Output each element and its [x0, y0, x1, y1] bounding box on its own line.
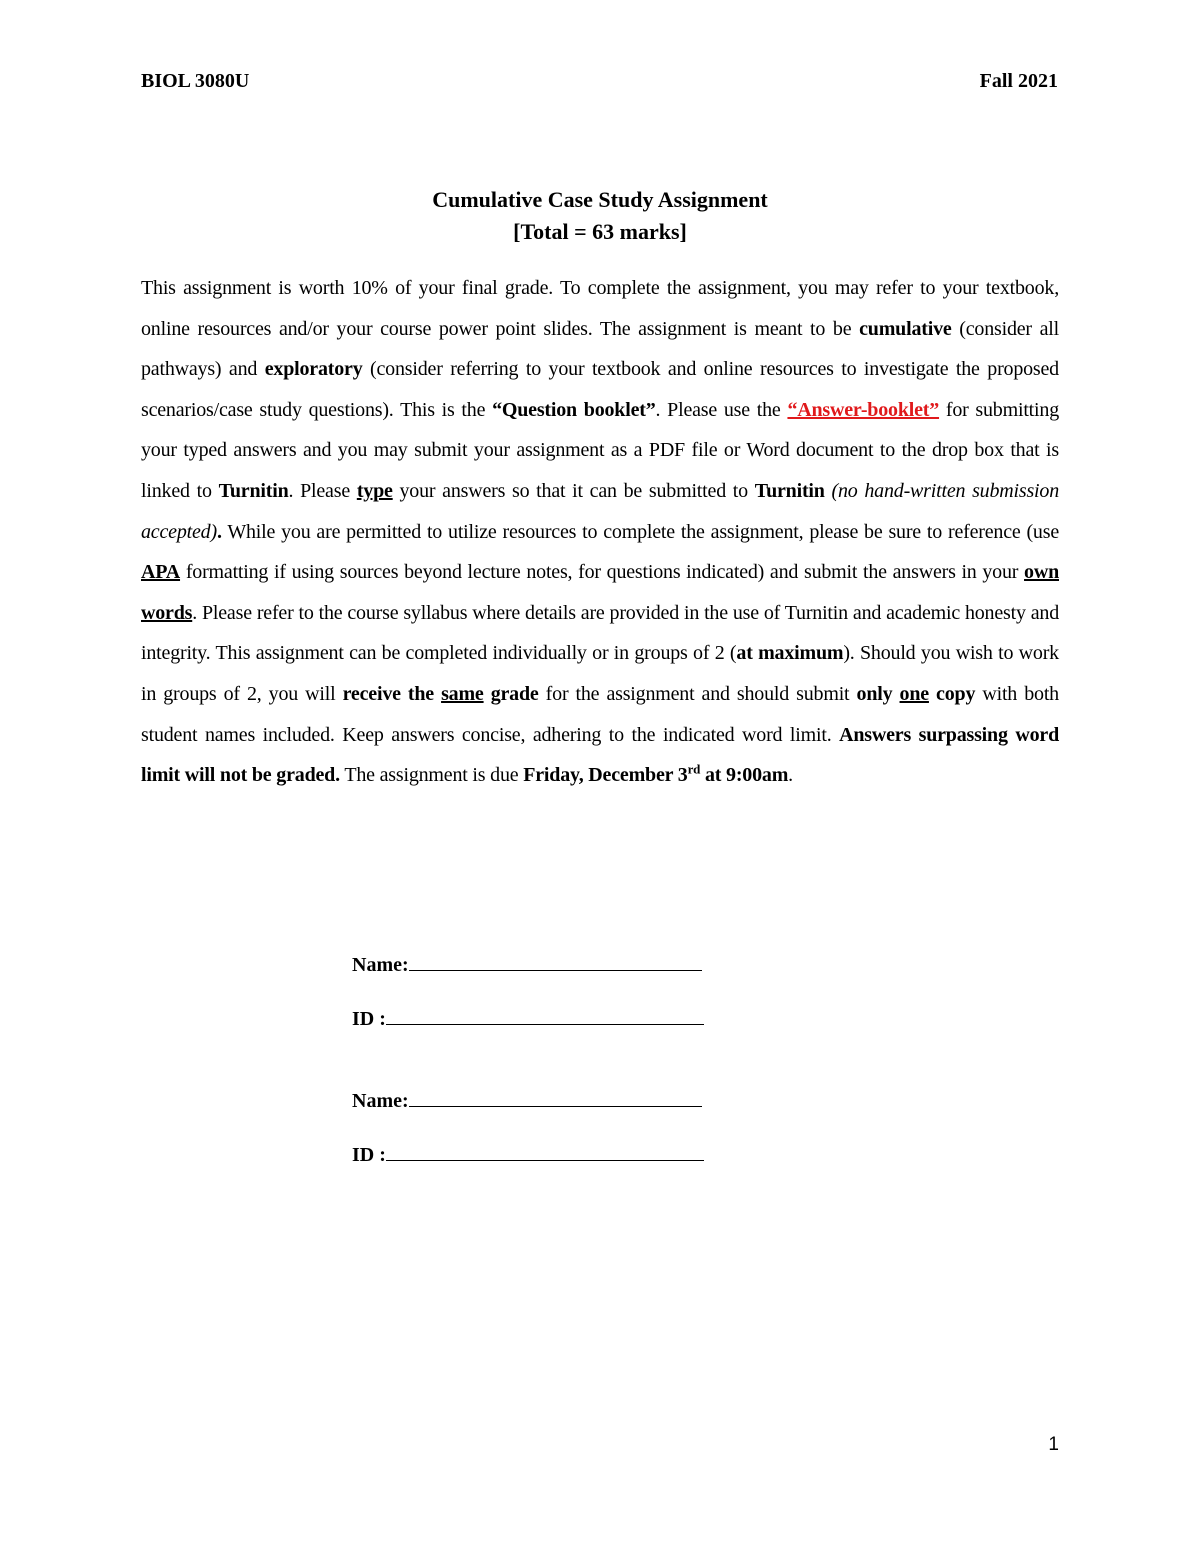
assignment-title: Cumulative Case Study Assignment	[432, 187, 768, 212]
text-span: . Please use the	[655, 398, 788, 421]
id-blank-line[interactable]	[386, 1006, 704, 1025]
course-code: BIOL 3080U	[141, 70, 250, 92]
text-span: The assignment is due	[339, 764, 524, 787]
emphasis-one: one	[899, 682, 929, 705]
due-date-day: Friday, December 3	[523, 764, 688, 787]
emphasis-turnitin: Turnitin	[218, 479, 289, 502]
answer-booklet-link[interactable]: “Answer-booklet”	[787, 398, 940, 421]
due-date-suffix: rd	[687, 761, 701, 777]
page-number: 1	[1048, 1434, 1059, 1455]
id-field-2[interactable]	[352, 1142, 704, 1167]
id-label: ID :	[352, 1008, 386, 1030]
emphasis-own-words: own words	[141, 561, 1059, 624]
due-date-time: at 9:00am	[700, 764, 789, 787]
name-label: Name:	[352, 1090, 409, 1112]
emphasis-turnitin: Turnitin	[754, 479, 825, 502]
text-span: . Please refer to the course syllabus where details are provided in the use of Turnitin and academic honesty and integrity. This assignment can be completed individually or in groups of 2 (	[141, 601, 1059, 665]
text-span: your answers so that it can be submitted to	[392, 479, 755, 502]
emphasis-same: same	[441, 682, 484, 705]
text-span: .	[216, 520, 222, 543]
term: Fall 2021	[979, 70, 1058, 92]
text-span: for submitting your typed answers and you may submit your assignment as a PDF file or Word document to the drop box that is linked to	[141, 398, 1059, 502]
text-span: . Please	[288, 479, 357, 502]
id-field-1[interactable]	[352, 1006, 704, 1031]
text-span: for the assignment and should submit	[538, 682, 857, 705]
total-marks: [Total = 63 marks]	[513, 219, 687, 244]
emphasis-type: type	[356, 479, 393, 502]
emphasis-copy: copy	[928, 682, 976, 705]
title-block	[0, 184, 1200, 248]
text-span: While you are permitted to utilize resources to complete the assignment, please be sure to reference (use	[221, 520, 1059, 543]
text-span: This assignment is worth 10% of your final grade. To complete the assignment, you may refer to your textbook, online resources and/or your course power point slides. The assignment is meant to be	[141, 277, 1059, 340]
text-span: formatting if using sources beyond lecture notes, for questions indicated) and submit the answers in your	[180, 561, 1025, 584]
text-span: with both student names included. Keep answers concise, adhering to the indicated word limit.	[141, 682, 1059, 746]
instructions-paragraph	[141, 268, 1059, 796]
name-blank-line[interactable]	[409, 1088, 702, 1107]
name-label: Name:	[352, 954, 409, 976]
emphasis-word-limit: Answers surpassing word limit will not be graded.	[141, 723, 1059, 787]
emphasis-grade: grade	[483, 682, 539, 705]
name-field-2[interactable]	[352, 1088, 702, 1113]
emphasis-no-hand-written: (no hand-written submission accepted)	[141, 479, 1060, 543]
text-span: (consider referring to your textbook and online resources to investigate the proposed scenarios/case study questions). This is the	[141, 358, 1059, 421]
name-blank-line[interactable]	[409, 952, 702, 971]
text-span: (consider all pathways) and	[141, 317, 1060, 381]
id-blank-line[interactable]	[386, 1142, 704, 1161]
emphasis-only: only	[856, 682, 893, 705]
emphasis-receive-the: receive the	[342, 682, 442, 705]
text-span: ). Should you wish to work in groups of 2, you will	[141, 642, 1059, 705]
name-field-1[interactable]	[352, 952, 702, 977]
emphasis-at-maximum: at maximum	[736, 642, 844, 665]
emphasis-cumulative: cumulative	[859, 317, 952, 340]
text-span: .	[788, 764, 793, 787]
id-label: ID :	[352, 1144, 386, 1166]
emphasis-apa: APA	[141, 561, 181, 584]
emphasis-question-booklet: “Question booklet”	[492, 398, 656, 421]
due-date	[523, 761, 789, 787]
emphasis-exploratory: exploratory	[264, 358, 363, 381]
